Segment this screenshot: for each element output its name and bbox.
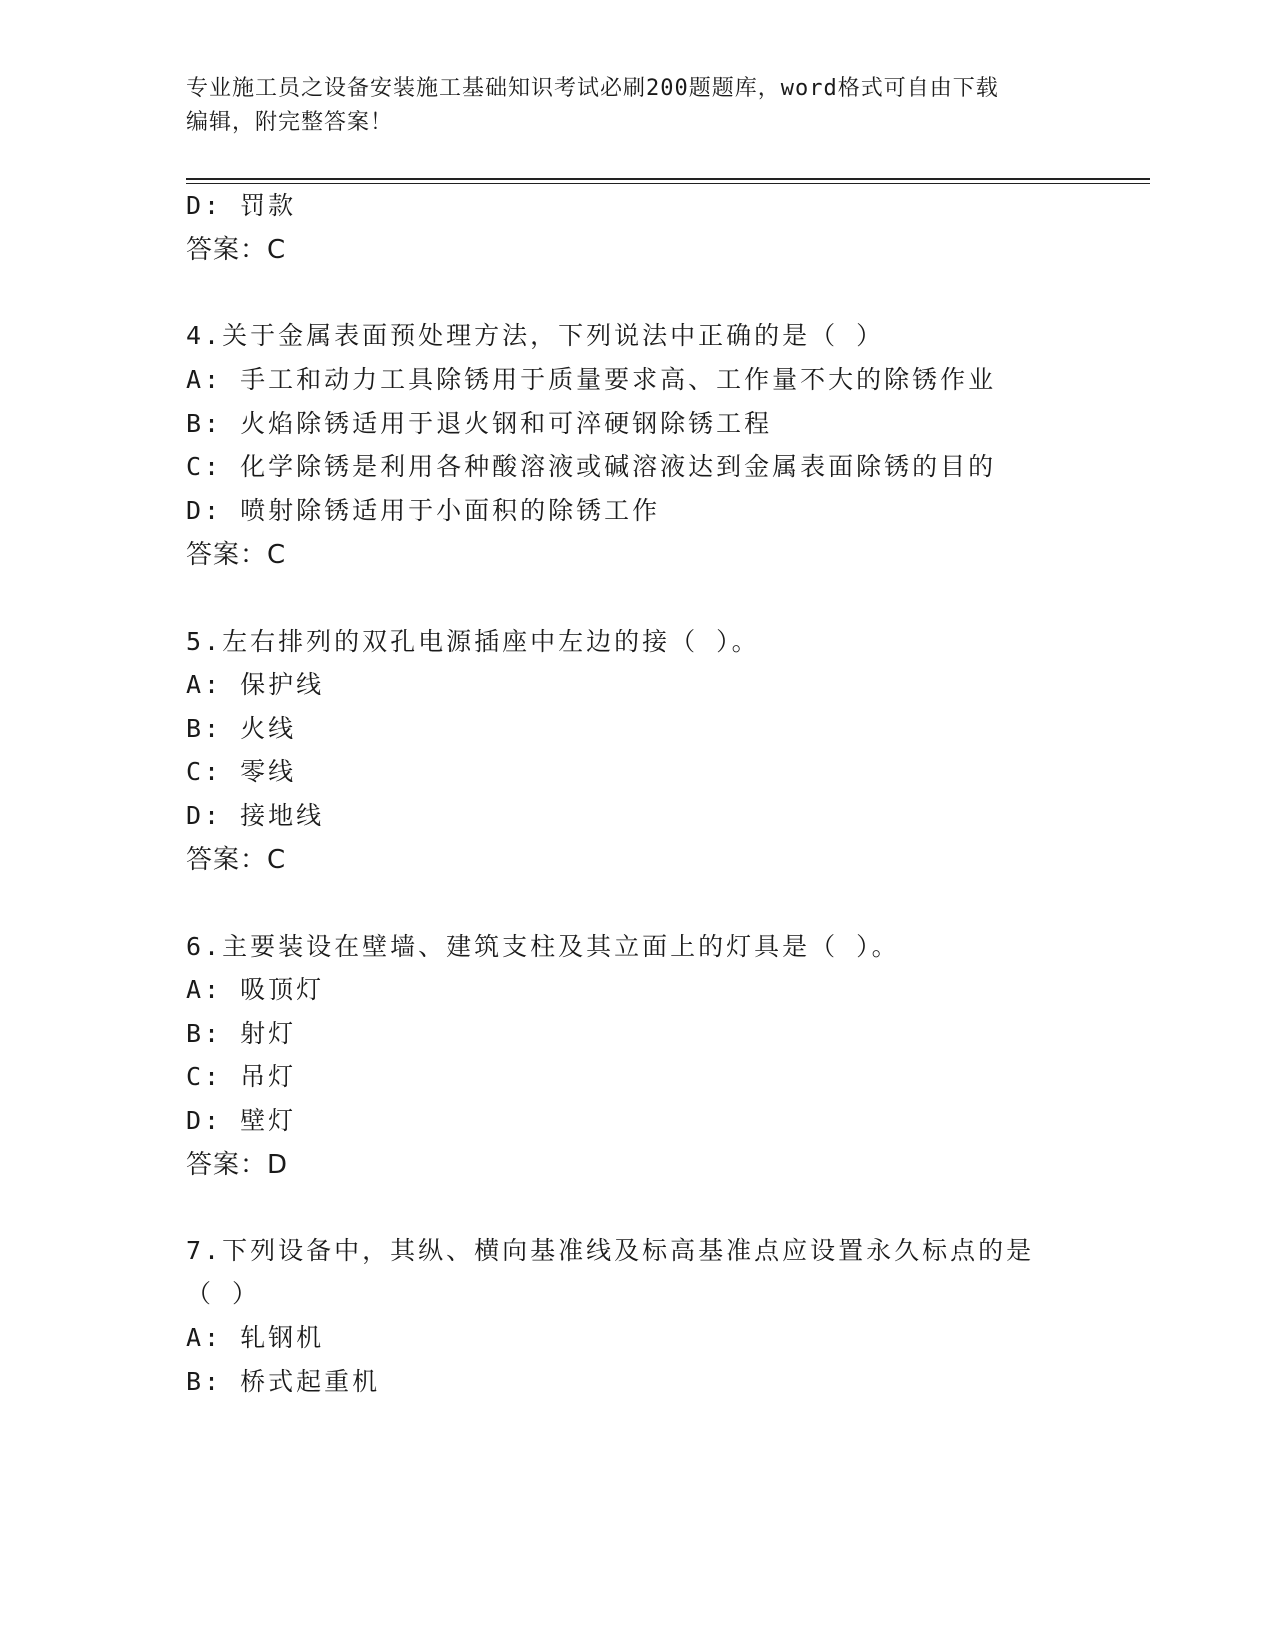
option-c: C: 吊灯 [186, 1062, 297, 1091]
option-d: D: 接地线 [186, 801, 325, 830]
question-stem: 5.左右排列的双孔电源插座中左边的接（ ）。 [186, 627, 760, 656]
question-stem: 6.主要装设在壁墙、建筑支柱及其立面上的灯具是（ ）。 [186, 932, 900, 961]
document-header [186, 72, 1066, 140]
option-d: D: 壁灯 [186, 1106, 297, 1135]
answer: 答案：C [186, 540, 287, 570]
option-a: A: 轧钢机 [186, 1323, 325, 1352]
question-stem: 4.关于金属表面预处理方法，下列说法中正确的是（ ） [186, 321, 885, 350]
answer: 答案：C [186, 845, 287, 875]
option-b: B: 射灯 [186, 1019, 297, 1048]
header-divider-thin [186, 183, 1150, 184]
option-a: A: 保护线 [186, 670, 325, 699]
option-a: A: 手工和动力工具除锈用于质量要求高、工作量不大的除锈作业 [186, 365, 997, 394]
option-b: B: 火线 [186, 714, 297, 743]
option-d: D: 喷射除锈适用于小面积的除锈工作 [186, 496, 661, 525]
option-b: B: 桥式起重机 [186, 1367, 381, 1396]
header-divider-thick [186, 178, 1150, 180]
question-stem-continued: （ ） [186, 1279, 261, 1308]
answer: 答案：C [186, 235, 287, 265]
header-title-line-1: 专业施工员之设备安装施工基础知识考试必刷200题题库，word格式可自由下载 [186, 76, 999, 101]
option-b: B: 火焰除锈适用于退火钢和可淬硬钢除锈工程 [186, 409, 773, 438]
option-c: C: 化学除锈是利用各种酸溶液或碱溶液达到金属表面除锈的目的 [186, 452, 997, 481]
header-title-line-2: 编辑，附完整答案！ [186, 110, 394, 135]
option-d: D: 罚款 [186, 191, 297, 220]
answer: 答案：D [186, 1150, 289, 1180]
option-c: C: 零线 [186, 757, 297, 786]
question-stem: 7.下列设备中，其纵、横向基准线及标高基准点应设置永久标点的是 [186, 1236, 1035, 1265]
option-a: A: 吸顶灯 [186, 975, 325, 1004]
